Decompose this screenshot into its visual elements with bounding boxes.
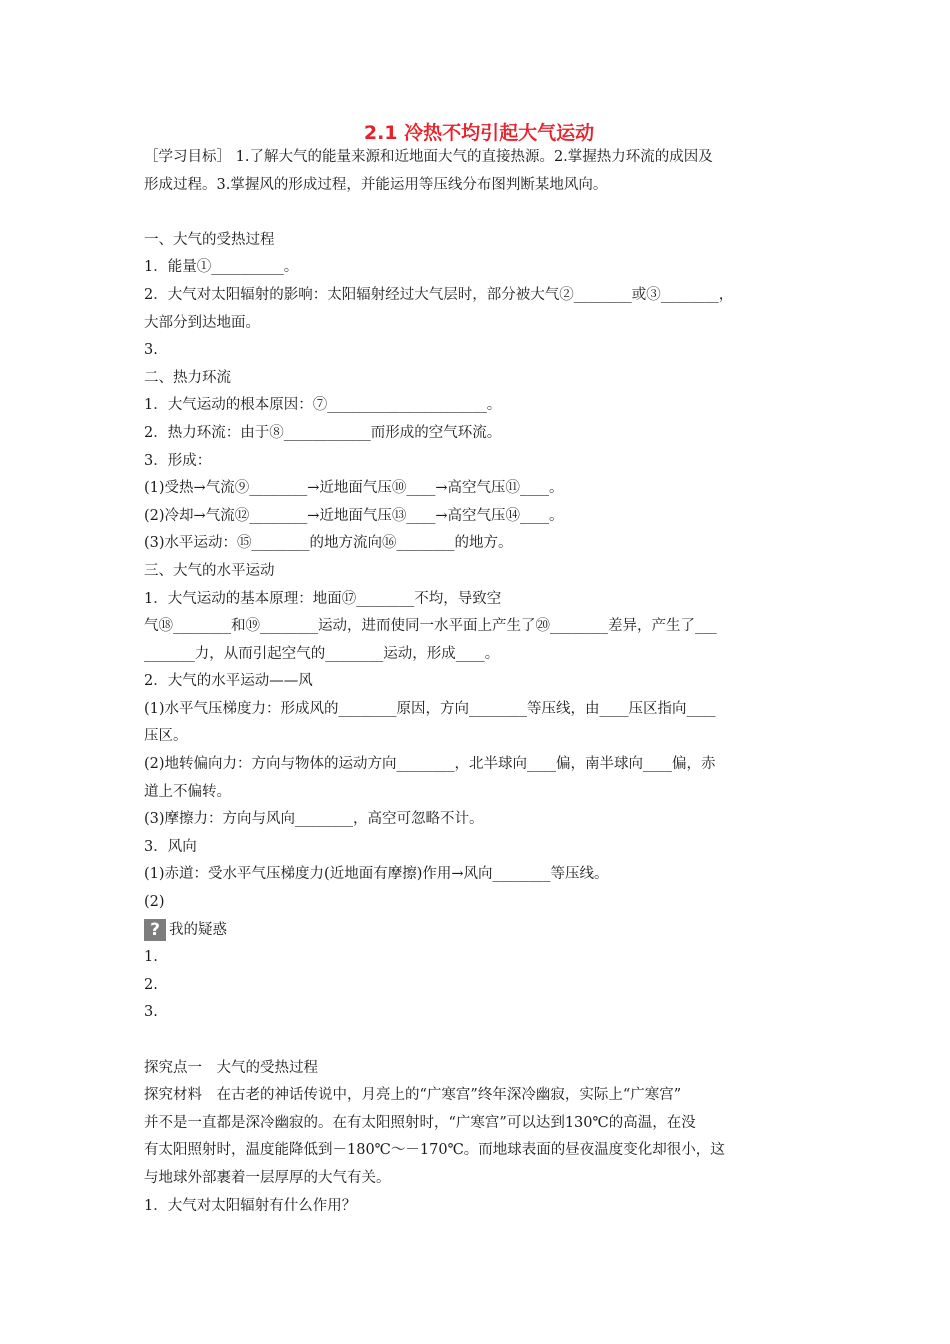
text-line: (2)	[144, 894, 165, 911]
text-line: 1．大气运动的根本原因：⑦______________________。	[144, 397, 502, 414]
text-line: (2)冷却→气流⑫________→近地面气压⑬____→高空气压⑭____。	[144, 507, 564, 524]
blank-line	[144, 1027, 814, 1055]
text-line: (3)摩擦力：方向与风向________，高空可忽略不计。	[144, 811, 484, 828]
text-line: ［学习目标］ 1.了解大气的能量来源和近地面大气的直接热源。2.掌握热力环流的成因及	[144, 149, 713, 165]
text-line: 1．大气运动的基本原理：地面⑰________不均，导致空	[144, 590, 502, 607]
question-line: 1．大气对太阳辐射有什么作用？	[144, 1197, 357, 1214]
doubt-item: 2.	[144, 976, 158, 993]
section-heading: 一、大气的受热过程	[144, 231, 275, 248]
document-page	[144, 118, 814, 1220]
section-heading: 二、热力环流	[144, 369, 231, 386]
text-line: 有太阳照射时，温度能降低到－180℃～－170℃。而地球表面的昼夜温度变化却很小，这	[144, 1142, 725, 1159]
text-line: 2．大气对太阳辐射的影响：太阳辐射经过大气层时，部分被大气②________或③________，	[144, 286, 734, 303]
text-line: (3)水平运动：⑮________的地方流向⑯________的地方。	[144, 535, 513, 552]
text-line: _______力，从而引起空气的________运动，形成____。	[144, 645, 500, 662]
text-line: 3．形成：	[144, 452, 212, 469]
text-line: 2．热力环流：由于⑧____________而形成的空气环流。	[144, 424, 502, 441]
text-line: 气⑱________和⑲________运动，进而使同一水平面上产生了⑳________差异，产生了___	[144, 618, 717, 635]
text-line: 大部分到达地面。	[144, 314, 260, 331]
text-line: 2．大气的水平运动——风	[144, 673, 313, 690]
explore-heading: 探究点一 大气的受热过程	[144, 1059, 318, 1076]
text-line: 形成过程。3.掌握风的形成过程，并能运用等压线分布图判断某地风向。	[144, 176, 608, 193]
text-line: (1)水平气压梯度力：形成风的________原因，方向________等压线，由____压区指向____	[144, 700, 716, 717]
text-line: (1)赤道：受水平气压梯度力(近地面有摩擦)作用→风向________等压线。	[144, 866, 609, 883]
text-line: 3．风向	[144, 838, 197, 855]
text-line: 1．能量①__________。	[144, 259, 299, 276]
question-icon: ?	[144, 919, 166, 941]
text-line: 3.	[144, 342, 158, 359]
study-content	[144, 144, 814, 917]
section-heading: 三、大气的水平运动	[144, 562, 275, 579]
doubt-item: 1.	[144, 949, 158, 966]
my-doubts-label: 我的疑惑	[169, 921, 227, 938]
page-title: 2.1 冷热不均引起大气运动	[363, 122, 595, 144]
doubt-item: 3.	[144, 1004, 158, 1021]
text-line: (2)地转偏向力：方向与物体的运动方向________，北半球向____偏，南半球向____偏，赤	[144, 756, 716, 773]
my-doubts-heading	[144, 917, 814, 945]
text-line: 与地球外部裹着一层厚厚的大气有关。	[144, 1169, 391, 1186]
text-line: 道上不偏转。	[144, 783, 231, 800]
text-line: 并不是一直都是深冷幽寂的。在有太阳照射时，“广寒宫”可以达到130℃的高温，在没	[144, 1114, 696, 1131]
blank-line	[144, 199, 814, 227]
text-line: (1)受热→气流⑨________→近地面气压⑩____→高空气压⑪____。	[144, 480, 564, 497]
text-line: 压区。	[144, 728, 188, 745]
text-line: 探究材料 在古老的神话传说中，月亮上的“广寒宫”终年深冷幽寂，实际上“广寒宫”	[144, 1087, 682, 1104]
explore-section	[144, 1055, 814, 1221]
